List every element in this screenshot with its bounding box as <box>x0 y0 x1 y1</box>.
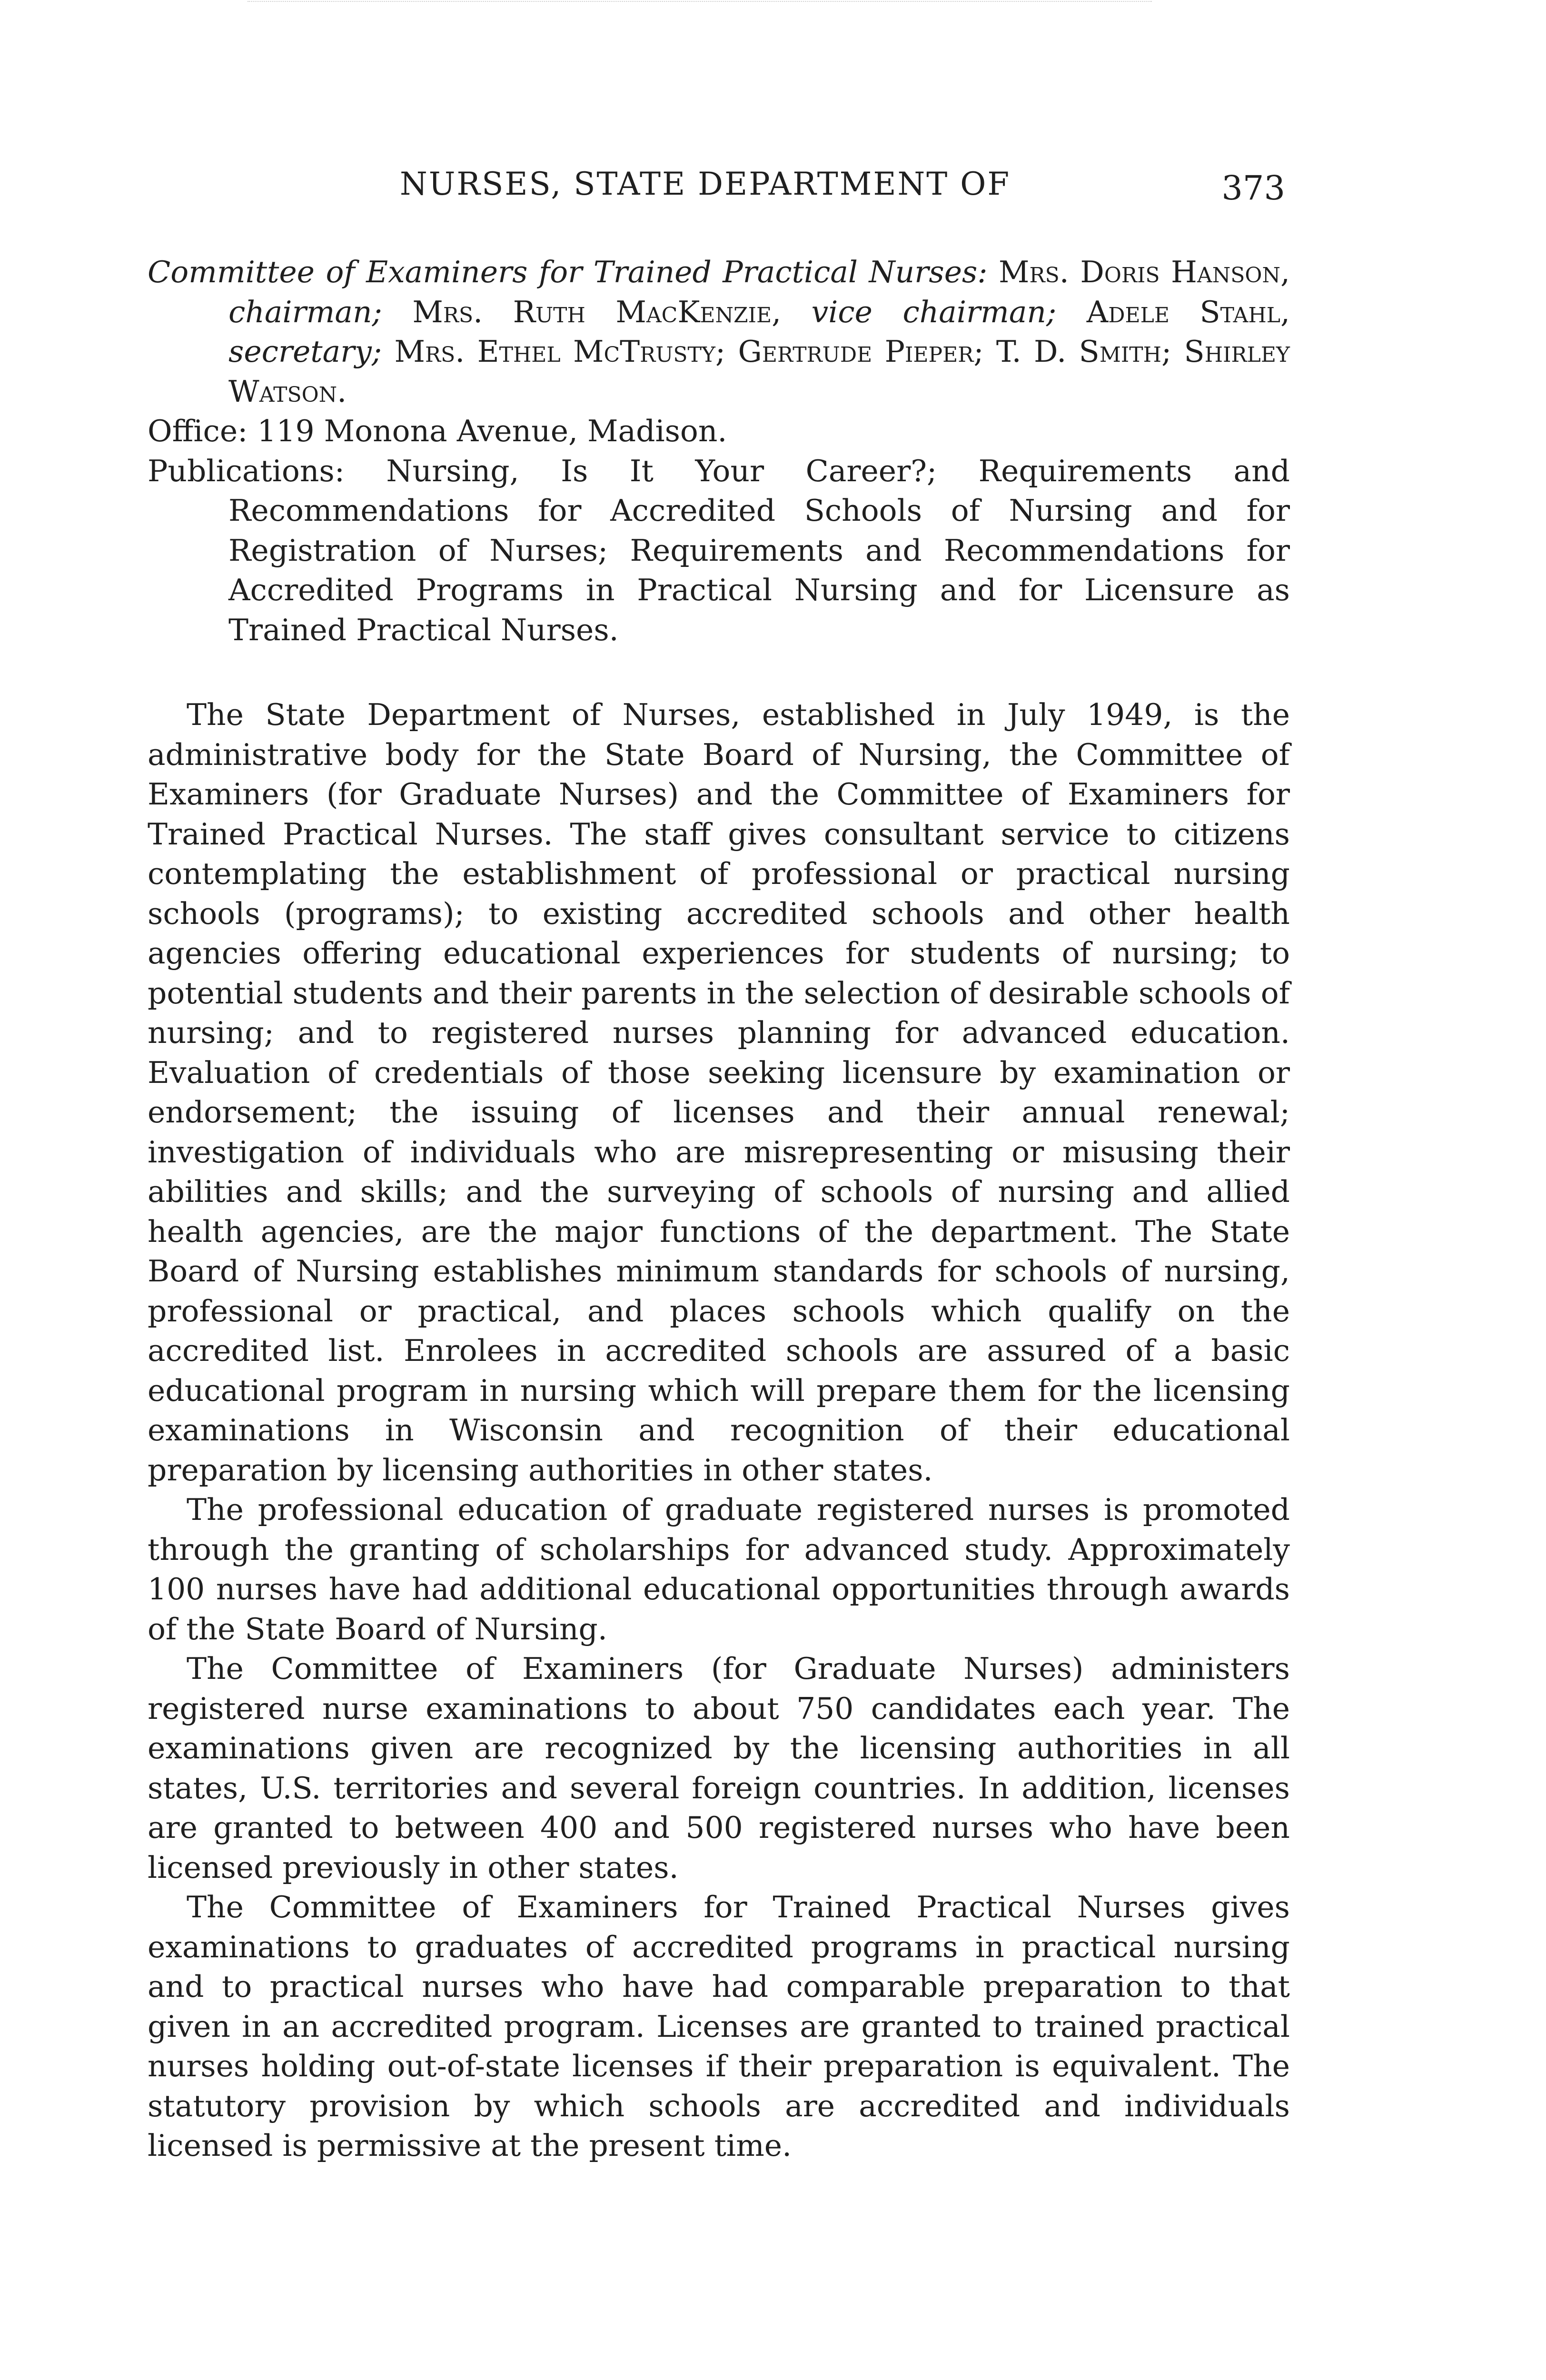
paragraph: The State Department of Nurses, established in July 1949, is the administrative body for the State Board of Nursing, the Committee of Examiners (for Graduate Nurses) and the Committee of Examiners for Trained Practical Nurses. The staff gives consultant service to citizens contemplating the establishment of professional or practical nursing schools (programs); to existing accredited schools and other health agencies offering educational experiences for students of nursing; to potential students and their parents in the selection of desirable schools of nursing; and to registered nurses planning for advanced education. Evaluation of credentials of those seeking licensure by examination or endorsement; the issuing of licenses and their annual renewal; investigation of individuals who are misrepresenting or misusing their abilities and skills; and the surveying of schools of nursing and allied health agencies, are the major functions of the department. The State Board of Nursing establishes minimum standards for schools of nursing, professional or practical, and places schools which qualify on the accredited list. Enrolees in accredited schools are assured of a basic educational program in nursing which will prepare them for the licensing examinations in Wisconsin and recognition of their educational preparation by licensing authorities in other states. <box>148 697 1290 1488</box>
page-number: 373 <box>1221 169 1285 208</box>
member-names: Mrs. Ethel McTrusty; Gertrude Pieper; T. D. Smith; Shirley Watson. <box>228 334 1290 409</box>
running-head: NURSES, STATE DEPARTMENT OF <box>400 166 1011 202</box>
committee-entry <box>148 252 1290 411</box>
page-header <box>148 166 1290 208</box>
member-role: vice chairman; <box>811 294 1057 329</box>
member-name: Mrs. Ruth MacKenzie, <box>412 294 782 329</box>
paragraph: The Committee of Examiners (for Graduate Nurses) administers registered nurse examinations to about 750 candidates each year. The examinations given are recognized by the licensing authorities in all states, U.S. territories and several foreign countries. In addition, licenses are granted to between 400 and 500 registered nurses who have been licensed previously in other states. <box>148 1651 1290 1885</box>
committee-label: Committee of Examiners for Trained Practical Nurses: <box>148 255 988 289</box>
paragraph: The professional education of graduate registered nurses is promoted through the granting of scholarships for advanced study. Approximately 100 nurses have had additional educational opportunities through awards of the State Board of Nursing. <box>148 1492 1290 1646</box>
page-content <box>148 252 1290 2166</box>
publications-entry: Publications: Nursing, Is It Your Career?; Requirements and Recommendations for Accredited Schools of Nursing and for Registration of Nurses; Requirements and Recommendations for Accredited Programs in Practical Nursing and for Licensure as Trained Practical Nurses. <box>148 453 1290 647</box>
office-address: Office: 119 Monona Avenue, Madison. <box>148 414 727 448</box>
member-name: Adele Stahl, <box>1086 294 1290 329</box>
member-role: secretary; <box>228 334 382 369</box>
body-text <box>148 695 1290 2166</box>
scan-artifact-top <box>248 1 1152 4</box>
member-name: Mrs. Doris Hanson, <box>999 255 1290 289</box>
member-role: chairman; <box>228 294 382 329</box>
paragraph: The Committee of Examiners for Trained Practical Nurses gives examinations to graduates of accredited programs in practical nursing and to practical nurses who have had comparable preparation to that given in an accredited program. Licenses are granted to trained practical nurses holding out-of-state licenses if their preparation is equivalent. The statutory provision by which schools are accredited and individuals licensed is permissive at the present time. <box>148 1890 1290 2163</box>
